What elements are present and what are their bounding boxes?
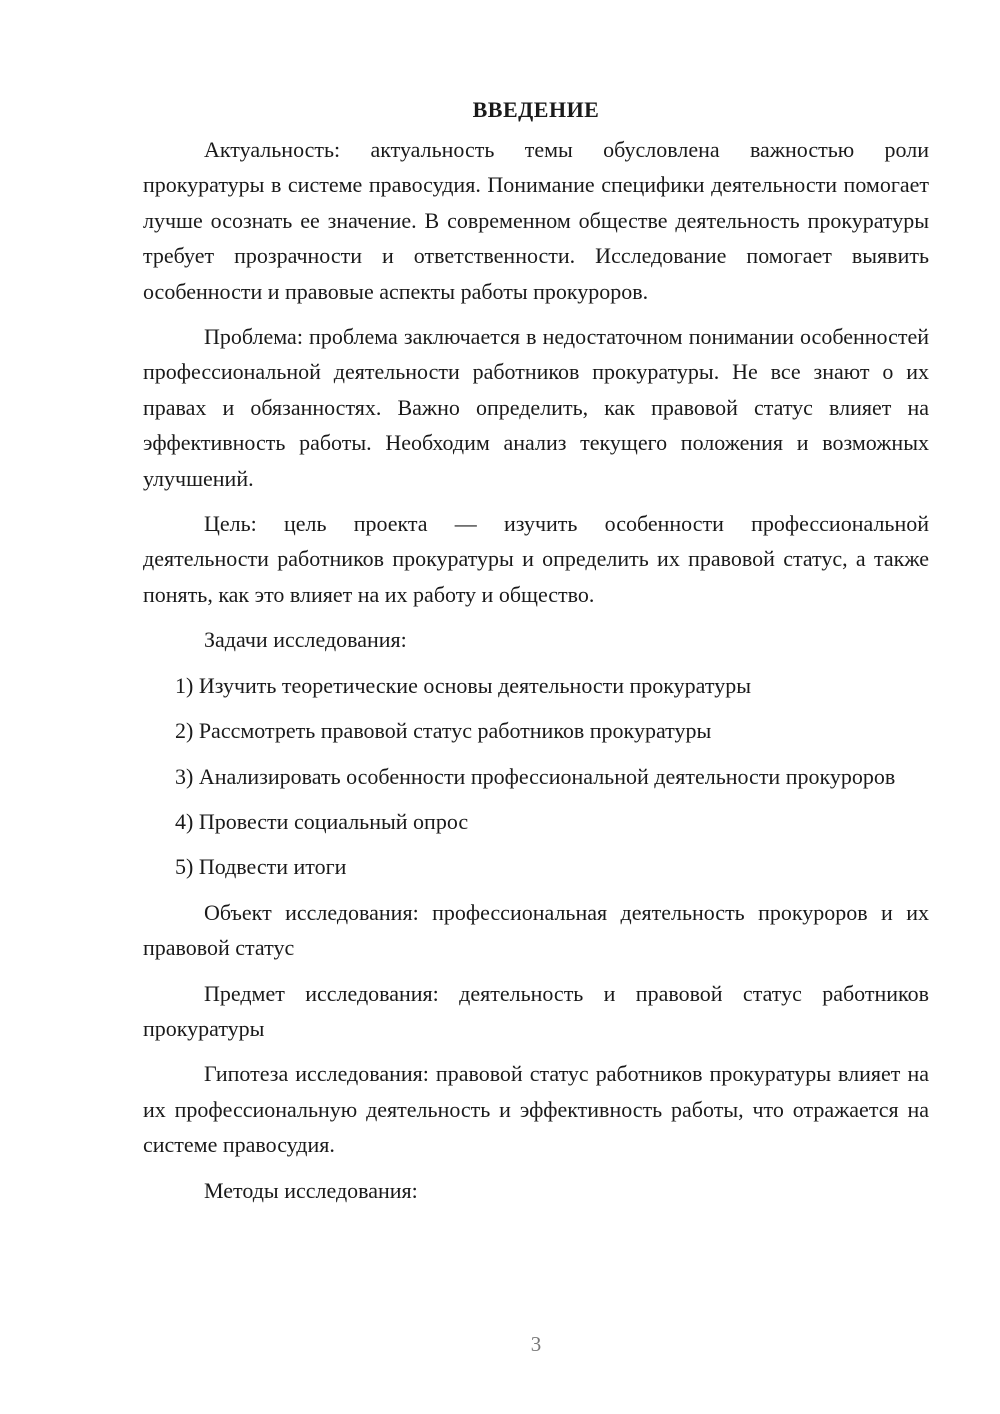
goal-paragraph: Цель: цель проекта — изучить особенности профессиональной деятельности работников прокуратуры и определить их правовой статус, а также понять, как это влияет на их работу и общество. bbox=[143, 511, 929, 607]
task-item: 2) Рассмотреть правовой статус работников прокуратуры bbox=[175, 718, 712, 744]
object-paragraph: Объект исследования: профессиональная деятельность прокуроров и их правовой статус bbox=[143, 899, 929, 961]
page-title: ВВЕДЕНИЕ bbox=[472, 97, 600, 122]
relevance-paragraph: Актуальность: актуальность темы обусловлена важностью роли прокуратуры в системе правосудия. Понимание специфики деятельности помогает лучше осознать ее значение. В современном обществе деятельность прокуратуры требует прозрачности и ответственности. Исследование помогает выявить особенности и правовые аспекты работы прокуроров. bbox=[143, 137, 929, 304]
subject-paragraph: Предмет исследования: деятельность и правовой статус работников прокуратуры bbox=[143, 980, 929, 1041]
task-item: 1) Изучить теоретические основы деятельности прокуратуры bbox=[175, 672, 751, 698]
task-item: 4) Провести социальный опрос bbox=[175, 808, 469, 834]
task-item: 3) Анализировать особенности профессиональной деятельности прокуроров bbox=[175, 763, 896, 789]
problem-paragraph: Проблема: проблема заключается в недостаточном понимании особенностей профессиональной деятельности работников прокуратуры. Не все знают о их правах и обязанностях. Важно определить, как правовой статус влияет на эффективность работы. Необходим анализ текущего положения и возможных улучшений. bbox=[143, 324, 929, 491]
document-page bbox=[143, 92, 929, 1218]
tasks-heading: Задачи исследования: bbox=[204, 627, 407, 653]
task-item: 5) Подвести итоги bbox=[175, 854, 347, 880]
hypothesis-paragraph: Гипотеза исследования: правовой статус работников прокуратуры влияет на их профессиональную деятельность и эффективность работы, что отражается на системе правосудия. bbox=[143, 1061, 929, 1158]
methods-heading: Методы исследования: bbox=[204, 1177, 418, 1203]
page-number: 3 bbox=[530, 1332, 542, 1356]
